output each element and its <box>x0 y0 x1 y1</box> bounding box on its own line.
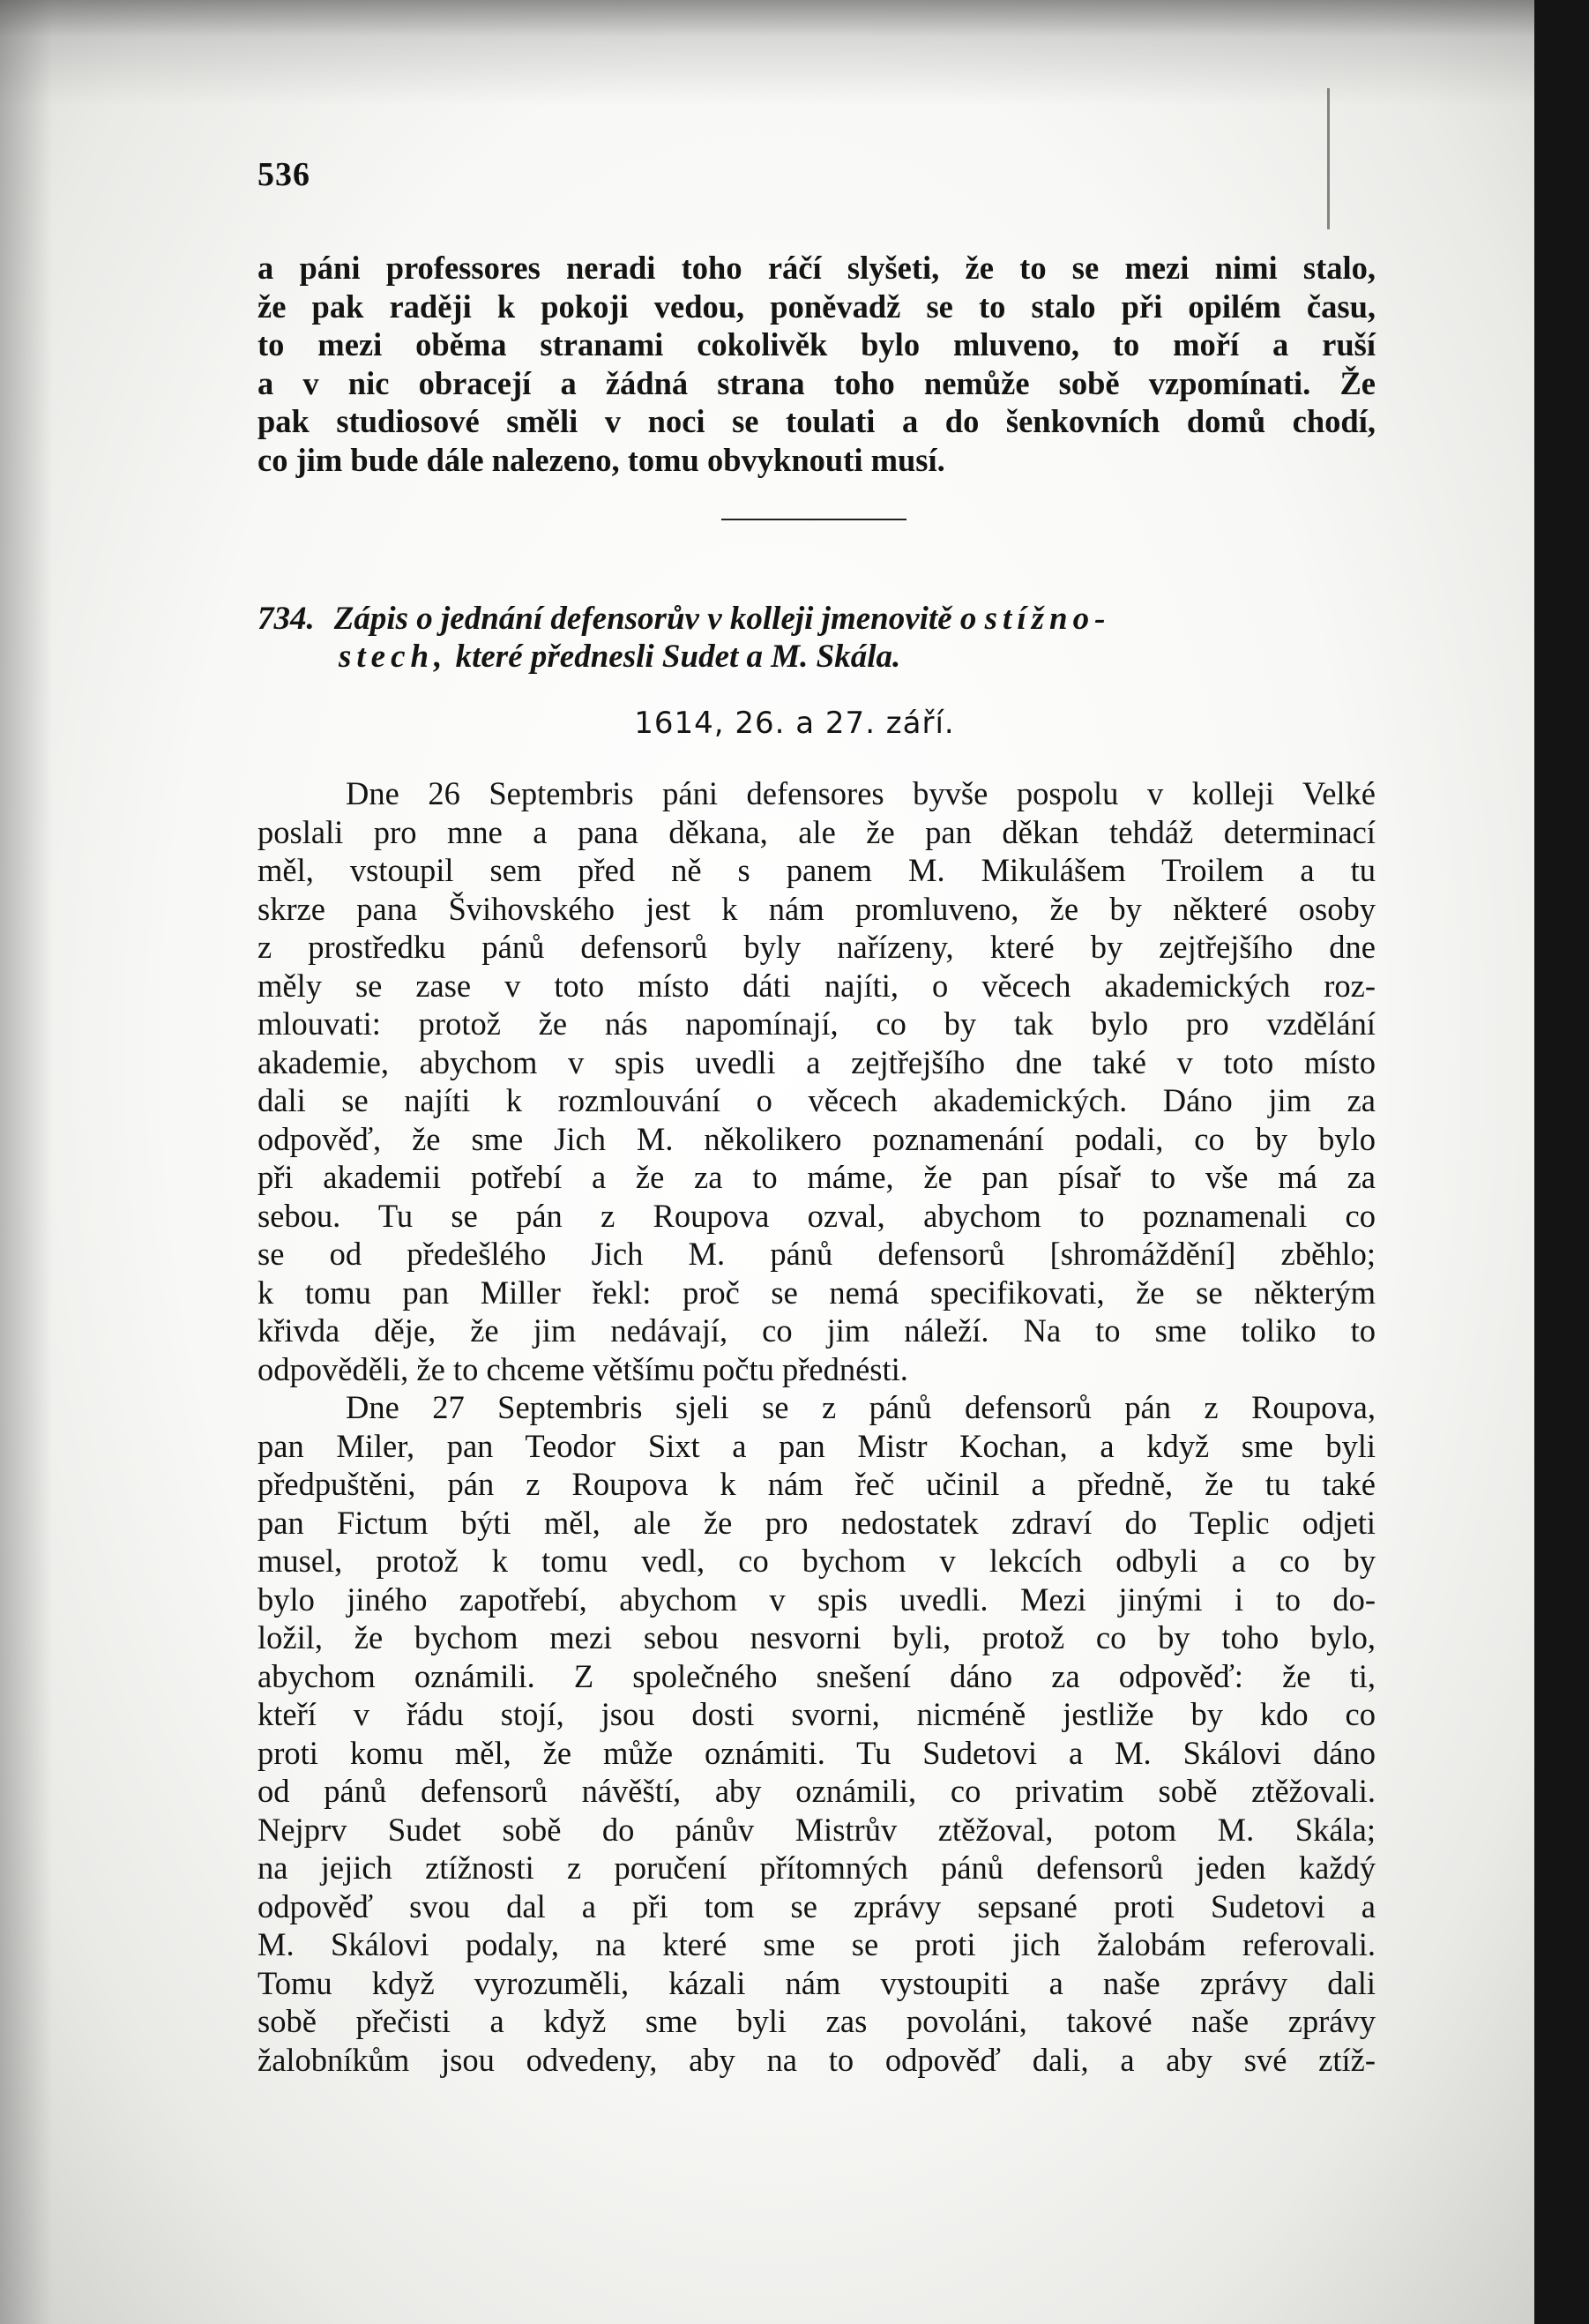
section-title-spaced-2: stech, <box>339 639 448 675</box>
section-date: 1614, 26. a 27. září. <box>634 706 955 741</box>
section-number: 734. <box>257 601 315 637</box>
body-line: odpověď svou dal a při tom se zprávy sepsané proti Sudetovi a <box>257 1887 1376 1924</box>
body-line: z prostředku pánů defensorů byly nařízeny, které by zejtřejšího dne <box>257 929 1376 965</box>
margin-pencil-mark <box>1327 88 1330 229</box>
body-line: odpověděli, že to chceme většímu počtu přednésti. <box>257 1350 908 1387</box>
scan-right-edge <box>1534 0 1589 2324</box>
intro-line: že pak raději k pokoji vedou, poněvadž se to stalo při opilém času, <box>257 288 1376 325</box>
intro-line: to mezi oběma stranami cokolivěk bylo mluveno, to moří a ruší <box>257 326 1376 362</box>
body-text <box>257 774 1376 2079</box>
body-line: Tomu když vyrozuměli, kázali nám vystoupiti a naše zprávy dali <box>257 1964 1376 2001</box>
body-line: k tomu pan Miller řekl: proč se nemá specifikovati, že se některým <box>257 1274 1376 1311</box>
intro-line: a v nic obracejí a žádná strana toho nemůže sobě vzpomínati. Že <box>257 364 1376 401</box>
body-line: Dne 27 Septembris sjeli se z pánů defensorů pán z Roupova, <box>346 1389 1376 1425</box>
body-line: mlouvati: protož že nás napomínají, co by tak bylo pro vzdělání <box>257 1005 1376 1042</box>
body-line: musel, protož k tomu vedl, co bychom v lekcích odbyli a co by <box>257 1543 1376 1579</box>
section-title-part-1: Zápis o jednání defensorův v kolleji jmenovitě o <box>333 601 977 637</box>
body-line: pan Fictum býti měl, ale že pro nedostatek zdraví do Teplic odjeti <box>257 1504 1376 1541</box>
body-line: předpuštěni, pán z Roupova k nám řeč učinil a předně, že tu také <box>257 1466 1376 1502</box>
body-line: na jejich ztížnosti z poručení přítomných pánů defensorů jeden každý <box>257 1849 1376 1886</box>
body-line: pan Miler, pan Teodor Sixt a pan Mistr Kochan, a když sme byli <box>257 1427 1376 1464</box>
body-line: proti komu měl, že může oznámiti. Tu Sudetovi a M. Skálovi dáno <box>257 1734 1376 1771</box>
section-heading-line-2 <box>257 638 1376 676</box>
scan-top-shadow <box>0 0 1534 106</box>
body-line: měly se zase v toto místo dáti najíti, o věcech akademických roz- <box>257 967 1376 1004</box>
body-line: skrze pana Švihovského jest k nám promluveno, že by některé osoby <box>257 890 1376 927</box>
body-line: při akademii potřebí a že za to máme, že pan písař to vše má za <box>257 1159 1376 1195</box>
body-line: ložil, že bychom mezi sebou nesvorni byli, protož co by toho bylo, <box>257 1619 1376 1655</box>
section-heading-line-1 <box>257 600 1376 638</box>
body-line: bylo jiného zapotřebí, abychom v spis uvedli. Mezi jinými i to do- <box>257 1580 1376 1618</box>
section-title-spaced-1: stížno- <box>984 601 1111 637</box>
body-line: odpověď, že sme Jich M. několikero poznamenání podali, co by bylo <box>257 1120 1376 1157</box>
intro-line: a páni professores neradi toho ráčí slyšeti, že to se mezi nimi stalo, <box>257 250 1376 286</box>
page-number: 536 <box>257 156 310 193</box>
body-line: Nejprv Sudet sobě do pánův Mistrův ztěžoval, potom M. Skála; <box>257 1811 1376 1848</box>
body-line: akademie, abychom v spis uvedli a zejtřejšího dne také v toto místo <box>257 1043 1376 1080</box>
intro-line: pak studiosové směli v noci se toulati a do šenkovních domů chodí, <box>257 403 1376 439</box>
body-line: dali se najíti k rozmlouvání o věcech akademických. Dáno jim za <box>257 1082 1376 1118</box>
body-line: se od předešlého Jich M. pánů defensorů [shromáždění] zběhlo; <box>257 1236 1376 1272</box>
body-line: kteří v řádu stojí, jsou dosti svorni, nicméně jestliže by kdo co <box>257 1696 1376 1732</box>
body-line: křivda děje, že jim nedávají, co jim náleží. Na to sme toliko to <box>257 1312 1376 1349</box>
body-line: měl, vstoupil sem před ně s panem M. Mikulášem Troilem a tu <box>257 852 1376 888</box>
intro-paragraph <box>257 249 1376 479</box>
body-line: Dne 26 Septembris páni defensores byvše pospolu v kolleji Velké <box>346 775 1376 811</box>
body-line: poslali pro mne a pana děkana, ale že pan děkan tehdáž determinací <box>257 813 1376 850</box>
body-line: M. Skálovi podaly, na které sme se proti jich žalobám referovali. <box>257 1926 1376 1962</box>
section-divider <box>721 519 906 520</box>
section-title-part-2: které přednesli Sudet a M. Skála. <box>455 639 901 675</box>
scan-left-shadow <box>0 0 53 2324</box>
body-line: abychom oznámili. Z společného snešení dáno za odpověď: že ti, <box>257 1657 1376 1694</box>
body-line: od pánů defensorů návěští, aby oznámili, co privatim sobě ztěžovali. <box>257 1773 1376 1809</box>
section-heading <box>257 600 1376 676</box>
intro-line: co jim bude dále nalezeno, tomu obvyknouti musí. <box>257 441 945 478</box>
body-line: sobě přečisti a když sme byli zas povoláni, takové naše zprávy <box>257 2003 1376 2039</box>
body-line: sebou. Tu se pán z Roupova ozval, abychom to poznamenali co <box>257 1197 1376 1234</box>
body-line: žalobníkům jsou odvedeny, aby na to odpověď dali, a aby své ztíž- <box>257 2041 1376 2078</box>
